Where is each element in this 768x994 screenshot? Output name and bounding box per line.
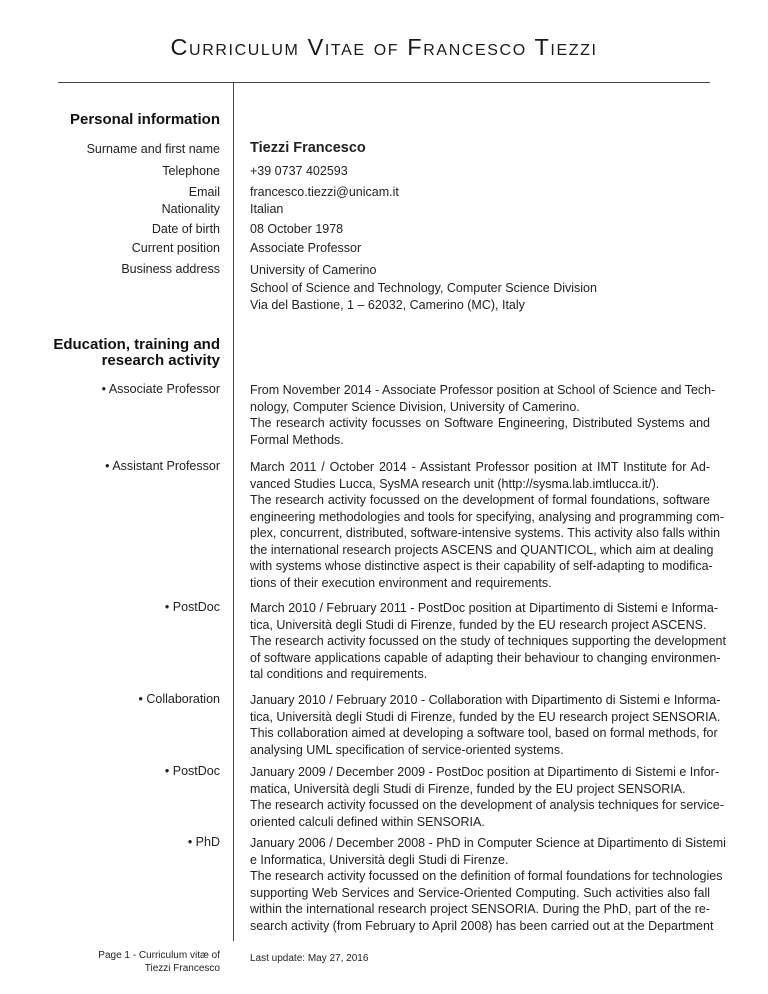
address-line: School of Science and Technology, Computer Science Division xyxy=(250,280,597,295)
footer-line: Tiezzi Francesco xyxy=(144,962,220,974)
entry-line: tions of their execution environment and requirements. xyxy=(250,575,552,590)
entry-line: tica, Università degli Studi di Firenze, funded by the EU research project SENSORIA. xyxy=(250,709,721,724)
entry-line: January 2010 / February 2010 - Collaboration with Dipartimento di Sistemi e Informa- xyxy=(250,693,721,707)
entry-line: tica, Università degli Studi di Firenze, funded by the EU research project ASCENS. xyxy=(250,617,707,632)
value-business-address xyxy=(250,262,597,315)
value-name: Tiezzi Francesco xyxy=(250,140,366,156)
entry-label-assistant-professor: • Assistant Professor xyxy=(105,459,220,473)
entry-label-collaboration: • Collaboration xyxy=(138,692,220,706)
entry-line: within the international research project SENSORIA. During the PhD, part of the re- xyxy=(250,902,710,916)
entry-label-postdoc: • PostDoc xyxy=(164,600,220,614)
entry-line: January 2009 / December 2009 - PostDoc position at Dipartimento di Sistemi e Infor- xyxy=(250,765,719,779)
last-update-note: Last update: May 27, 2016 xyxy=(250,953,369,964)
entry-line: search activity (from February to April 2008) has been carried out at the Department xyxy=(250,918,714,933)
entry-line: analysing UML specification of service-oriented systems. xyxy=(250,742,564,757)
label-email: Email xyxy=(188,185,220,199)
entry-line: supporting Web Services and Service-Oriented Computing. Such activities also fall xyxy=(250,885,710,900)
document-title: Curriculum Vitae of Francesco Tiezzi xyxy=(170,34,598,60)
label-telephone: Telephone xyxy=(162,164,220,178)
value-date-of-birth: 08 October 1978 xyxy=(250,222,344,236)
entry-line: e Informatica, Università degli Studi di Firenze. xyxy=(250,852,509,867)
entry-line: The research activity focusses on Software Engineering, Distributed Systems and xyxy=(250,416,710,430)
section-title-line: research activity xyxy=(101,352,220,369)
label-nationality: Nationality xyxy=(161,202,220,216)
entry-line: This collaboration aimed at developing a software tool, based on formal methods, for xyxy=(250,726,718,740)
entry-label-associate-professor: • Associate Professor xyxy=(101,382,220,396)
entry-text-assistant-professor xyxy=(250,459,724,591)
address-line: Via del Bastione, 1 – 62032, Camerino (MC), Italy xyxy=(250,298,525,312)
section-title-personal: Personal information xyxy=(69,111,220,128)
entry-line: nology, Computer Science Division, University of Camerino. xyxy=(250,399,580,414)
section-title-education xyxy=(53,337,220,369)
label-date-of-birth: Date of birth xyxy=(151,222,220,236)
label-business-address: Business address xyxy=(121,262,220,276)
entry-line: Formal Methods. xyxy=(250,432,344,447)
label-current-position: Current position xyxy=(131,241,220,255)
entry-line: matica, Università degli Studi di Firenze, funded by the EU project SENSORIA. xyxy=(250,781,686,796)
entry-text-postdoc xyxy=(250,600,726,683)
title-divider xyxy=(58,82,710,83)
entry-label-phd: • PhD xyxy=(187,835,220,849)
entry-line: January 2006 / December 2008 - PhD in Computer Science at Dipartimento di Sistemi xyxy=(250,836,726,850)
value-telephone: +39 0737 402593 xyxy=(250,164,348,178)
entry-line: March 2011 / October 2014 - Assistant Professor position at IMT Institute for Ad- xyxy=(250,460,710,474)
entry-line: From November 2014 - Associate Professor position at School of Science and Tech- xyxy=(250,383,716,397)
entry-line: plex, concurrent, distributed, software-intensive systems. This activity also falls within xyxy=(250,526,721,540)
section-title-line: Education, training and xyxy=(53,336,220,353)
entry-line: The research activity focussed on the development of formal foundations, software xyxy=(250,493,710,507)
entry-line: with systems whose distinctive aspect is their capability of self-adapting to modifica- xyxy=(250,559,713,573)
label-name: Surname and first name xyxy=(86,142,220,156)
entry-text-collaboration xyxy=(250,692,721,758)
entry-line: engineering methodologies and tools for specifying, analysing and programming com- xyxy=(250,509,724,524)
entry-line: The research activity focussed on the study of techniques supporting the development xyxy=(250,634,726,648)
value-nationality: Italian xyxy=(250,202,284,216)
column-divider xyxy=(233,83,234,941)
value-email: francesco.tiezzi@unicam.it xyxy=(250,185,399,199)
entry-line: March 2010 / February 2011 - PostDoc position at Dipartimento di Sistemi e Informa- xyxy=(250,601,719,615)
page-footer-info xyxy=(98,950,220,975)
entry-text-phd xyxy=(250,835,726,934)
entry-line: vanced Studies Lucca, SysMA research unit (http://sysma.lab.imtlucca.it/). xyxy=(250,476,660,491)
entry-line: of software applications capable of adapting their behaviour to changing environmen- xyxy=(250,650,721,665)
entry-text-postdoc-2 xyxy=(250,764,724,830)
entry-label-postdoc-2: • PostDoc xyxy=(164,764,220,778)
entry-line: oriented calculi defined within SENSORIA. xyxy=(250,814,485,829)
entry-text-associate-professor xyxy=(250,382,716,448)
value-current-position: Associate Professor xyxy=(250,241,362,255)
entry-line: The research activity focussed on the development of analysis techniques for service- xyxy=(250,798,724,812)
entry-line: The research activity focussed on the definition of formal foundations for technologies xyxy=(250,869,723,883)
footer-line: Page 1 - Curriculum vitæ of xyxy=(98,950,220,961)
entry-line: tal conditions and requirements. xyxy=(250,667,428,681)
address-line: University of Camerino xyxy=(250,263,377,277)
entry-line: the international research projects ASCENS and QUANTICOL, which aim at dealing xyxy=(250,542,714,557)
